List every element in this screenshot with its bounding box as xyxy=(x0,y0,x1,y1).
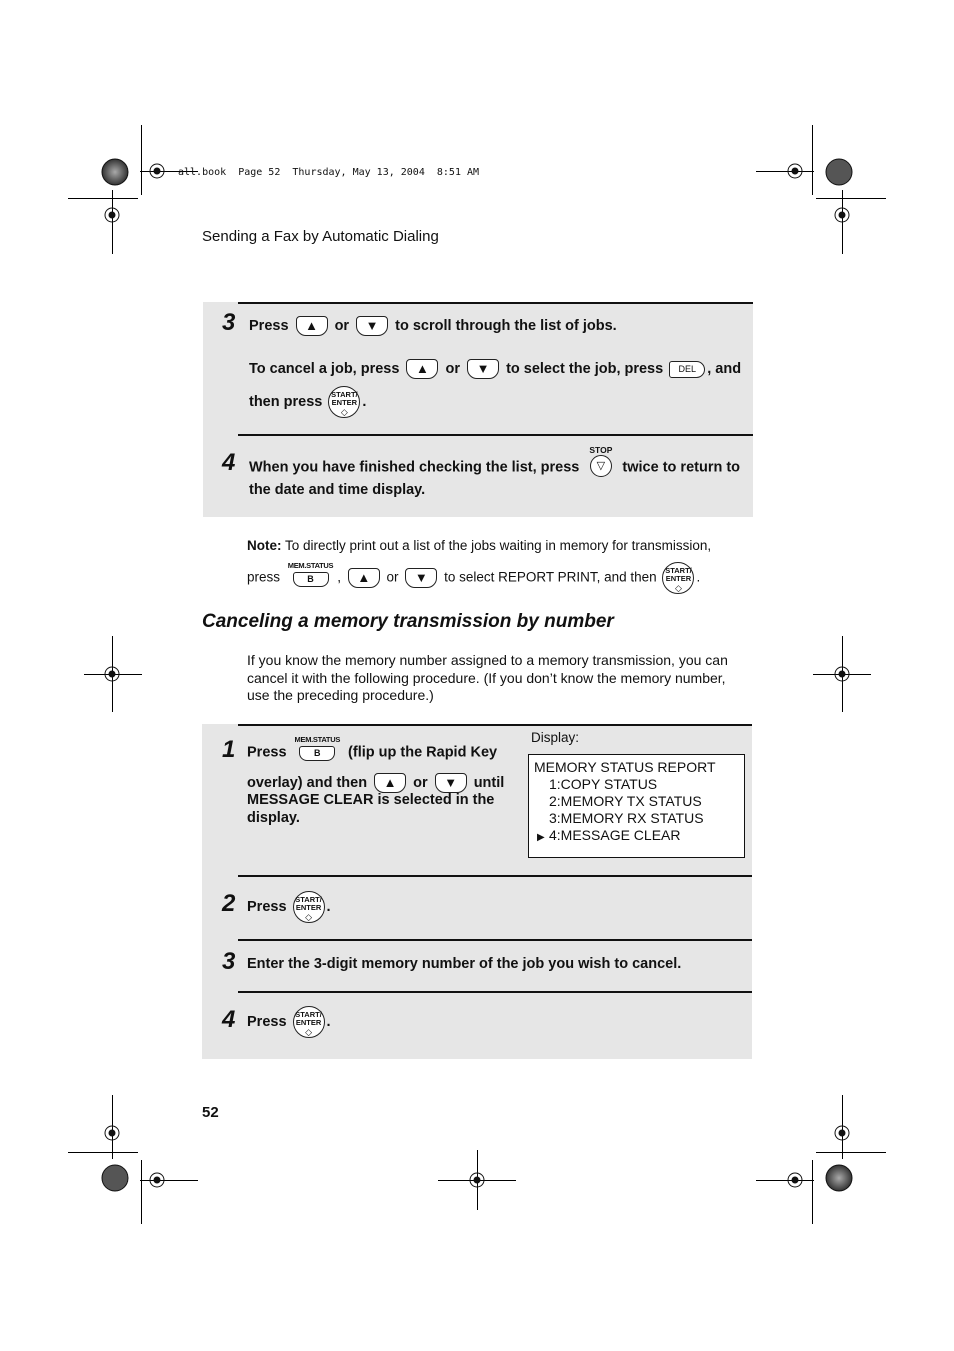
up-arrow-key-icon: ▲ xyxy=(406,359,438,379)
print-header: all.book Page 52 Thursday, May 13, 2004 8:51 AM xyxy=(178,167,480,178)
mem-status-key-icon: MEM.STATUS B xyxy=(288,562,333,587)
step4-line1: When you have finished checking the list, press STOP ▽ twice to return to xyxy=(249,445,741,476)
start-enter-key-icon: START/ ENTER ◇ xyxy=(293,1006,325,1038)
display-label: Display: xyxy=(531,730,580,745)
step-divider xyxy=(238,724,752,726)
step-divider xyxy=(238,434,753,436)
running-head: Sending a Fax by Automatic Dialing xyxy=(202,228,439,245)
step-number: 3 xyxy=(222,948,236,975)
step-divider xyxy=(238,302,753,304)
mem-status-key-icon: MEM.STATUS B xyxy=(295,736,340,761)
step-divider xyxy=(238,939,752,941)
display-line: 3:MEMORY RX STATUS xyxy=(549,810,704,826)
down-arrow-key-icon: ▼ xyxy=(356,316,388,336)
start-enter-key-icon: START/ ENTER ◇ xyxy=(662,562,694,594)
up-arrow-key-icon: ▲ xyxy=(348,568,380,588)
intro-paragraph: If you know the memory number assigned to a memory transmission, you can cancel it with the following procedure. (If you don’t know the memory number, use the preceding procedure.) xyxy=(247,652,728,703)
down-arrow-key-icon: ▼ xyxy=(405,568,437,588)
step-number: 4 xyxy=(222,449,236,476)
step-divider xyxy=(238,991,752,993)
step-number: 2 xyxy=(222,890,236,917)
step-number: 1 xyxy=(222,736,236,763)
step1-line2: overlay) and then ▲ or ▼ until xyxy=(247,773,504,793)
cursor-arrow-icon: ▶ xyxy=(537,832,545,843)
start-enter-key-icon: START/ ENTER ◇ xyxy=(328,386,360,418)
note-text: To directly print out a list of the jobs waiting in memory for transmission, xyxy=(285,538,712,553)
step4-line: Press START/ ENTER ◇ . xyxy=(247,1006,331,1038)
note-label: Note: xyxy=(247,538,282,553)
step4-line2: the date and time display. xyxy=(249,482,426,498)
note-line2: press MEM.STATUS B , ▲ or ▼ to select REPORT PRINT, and then START/ ENTER ◇ . xyxy=(247,560,701,593)
step3-line3: then press START/ ENTER ◇ . xyxy=(249,386,366,418)
down-arrow-key-icon: ▼ xyxy=(435,773,467,793)
step1-line3: MESSAGE CLEAR is selected in the display. xyxy=(247,792,495,826)
up-arrow-key-icon: ▲ xyxy=(374,773,406,793)
step-divider xyxy=(238,875,752,877)
step3-line1: Press ▲ or ▼ to scroll through the list of jobs. xyxy=(249,316,617,336)
step1-line1: Press MEM.STATUS B (flip up the Rapid Key xyxy=(247,735,498,761)
step-number: 3 xyxy=(222,309,236,336)
page-number: 52 xyxy=(202,1104,219,1121)
display-line: MEMORY STATUS REPORT xyxy=(534,759,716,775)
start-enter-key-icon: START/ ENTER ◇ xyxy=(293,891,325,923)
up-arrow-key-icon: ▲ xyxy=(296,316,328,336)
step3-line: Enter the 3-digit memory number of the job you wish to cancel. xyxy=(247,956,682,972)
step2-line: Press START/ ENTER ◇ . xyxy=(247,891,331,923)
step-number: 4 xyxy=(222,1006,236,1033)
section-title: Canceling a memory transmission by number xyxy=(202,611,614,632)
del-key-icon: DEL xyxy=(669,361,705,378)
down-arrow-key-icon: ▼ xyxy=(467,359,499,379)
display-line: 1:COPY STATUS xyxy=(549,776,658,792)
lcd-display xyxy=(528,754,745,858)
note xyxy=(247,538,711,553)
stop-key-icon: STOP ▽ xyxy=(589,446,612,477)
display-line: 2:MEMORY TX STATUS xyxy=(549,793,702,809)
step3-line2: To cancel a job, press ▲ or ▼ to select the job, press DEL , and xyxy=(249,359,741,379)
display-line-selected: ▶ 4:MESSAGE CLEAR xyxy=(534,827,739,844)
